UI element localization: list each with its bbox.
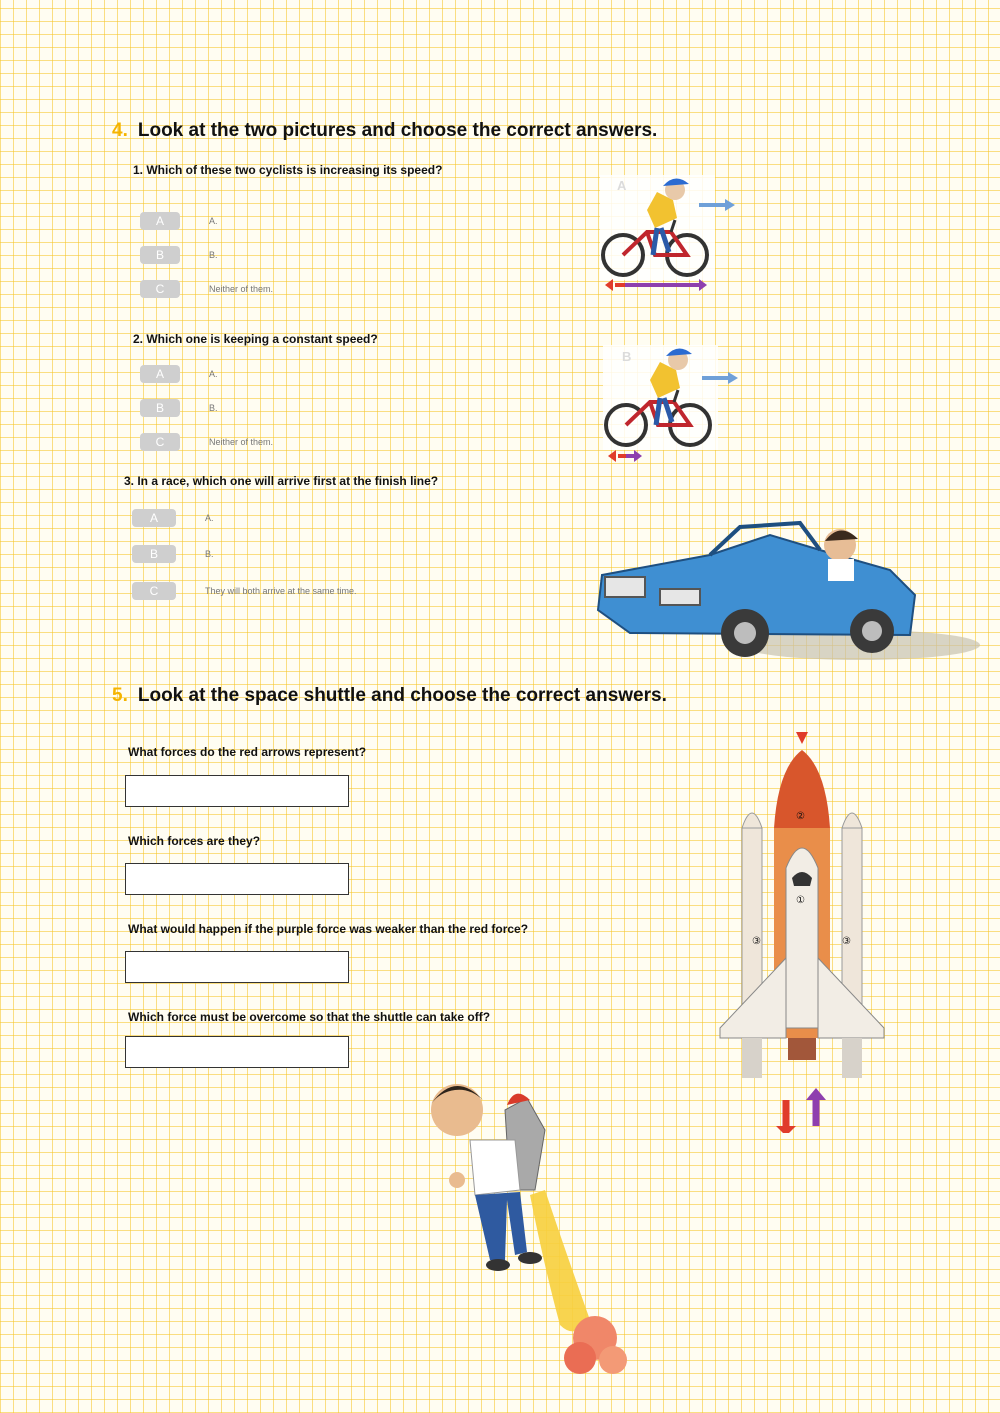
cyclist-b-illustration [598, 340, 743, 465]
q1-option-a-label[interactable]: A. [209, 216, 218, 226]
shuttle-label-3-right: ③ [842, 936, 851, 947]
section-5-number: 5. [112, 685, 128, 706]
q1-option-b-button[interactable]: B [140, 246, 180, 264]
q3-option-c-label[interactable]: They will both arrive at the same time. [205, 586, 357, 596]
q3-option-b-button[interactable]: B [132, 545, 176, 563]
section-5-heading [112, 685, 667, 707]
q1-option-c-button[interactable]: C [140, 280, 180, 298]
q2-option-c-label[interactable]: Neither of them. [209, 437, 274, 447]
q1-option-a-button[interactable]: A [140, 212, 180, 230]
shuttle-question-1: What forces do the red arrows represent? [128, 745, 367, 759]
q1-option-c-label[interactable]: Neither of them. [209, 284, 274, 294]
jetpack-boy-illustration [415, 1070, 665, 1380]
q1-option-b-label[interactable]: B. [209, 250, 218, 260]
q2-option-a-button[interactable]: A [140, 365, 180, 383]
section-4-title: Look at the two pictures and choose the correct answers. [137, 120, 658, 141]
shuttle-label-2: ② [796, 811, 805, 822]
shuttle-answer-2-input[interactable] [125, 863, 349, 895]
q3-option-c-button[interactable]: C [132, 582, 176, 600]
q2-option-c-button[interactable]: C [140, 433, 180, 451]
cyclist-a-illustration [595, 170, 740, 300]
shuttle-label-3-left: ③ [752, 936, 761, 947]
question-1: 1. Which of these two cyclists is increasing its speed? [133, 163, 443, 177]
q2-option-b-button[interactable]: B [140, 399, 180, 417]
shuttle-question-3: What would happen if the purple force was weaker than the red force? [128, 922, 529, 936]
q3-option-a-label[interactable]: A. [205, 513, 214, 523]
shuttle-question-4: Which force must be overcome so that the shuttle can take off? [128, 1010, 491, 1024]
question-2: 2. Which one is keeping a constant speed? [133, 332, 378, 346]
section-4-heading [112, 120, 657, 142]
question-3: 3. In a race, which one will arrive first at the finish line? [124, 474, 439, 488]
car-illustration [590, 515, 985, 665]
q3-option-a-button[interactable]: A [132, 509, 176, 527]
shuttle-label-1: ① [796, 895, 805, 906]
shuttle-answer-3-input[interactable] [125, 951, 349, 983]
shuttle-answer-1-input[interactable] [125, 775, 349, 807]
space-shuttle-illustration [712, 728, 892, 1133]
shuttle-answer-4-input[interactable] [125, 1036, 349, 1068]
q2-option-b-label[interactable]: B. [209, 403, 218, 413]
shuttle-question-2: Which forces are they? [128, 834, 261, 848]
q2-option-a-label[interactable]: A. [209, 369, 218, 379]
q3-option-b-label[interactable]: B. [205, 549, 214, 559]
section-5-title: Look at the space shuttle and choose the correct answers. [137, 685, 667, 706]
section-4-number: 4. [112, 120, 128, 141]
